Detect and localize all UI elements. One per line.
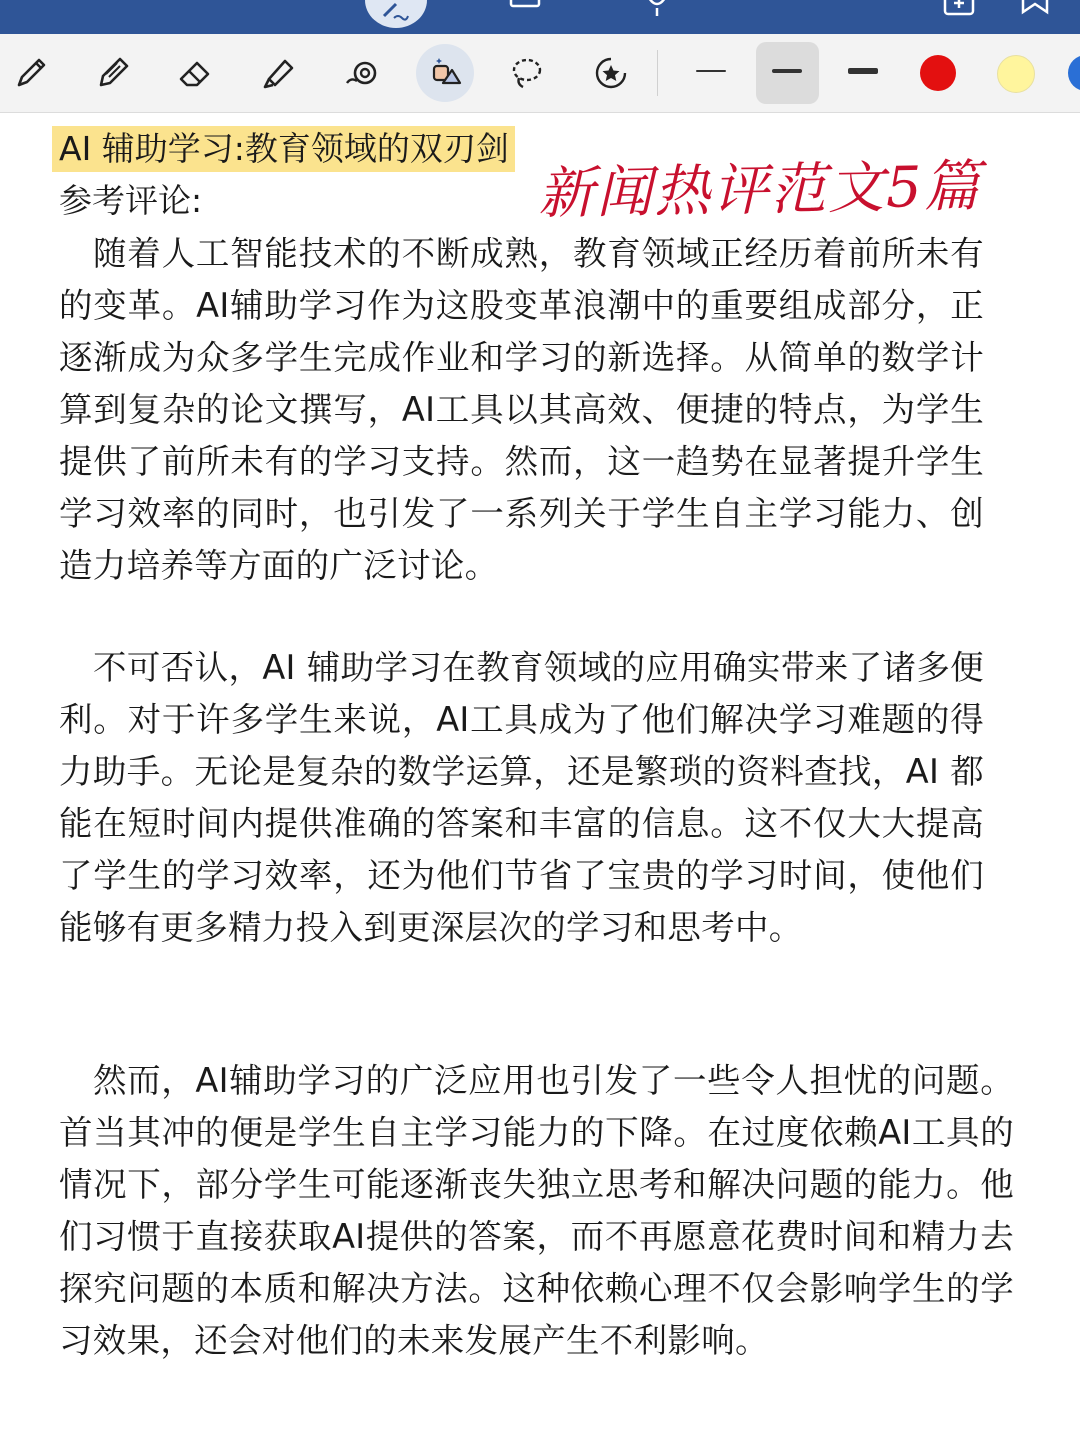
color-red-swatch[interactable] — [920, 55, 956, 91]
thin-line-icon — [696, 70, 726, 72]
highlighter-icon — [259, 53, 299, 93]
toolbar-separator — [657, 50, 658, 96]
medium-line-icon — [772, 69, 802, 73]
draw-icon — [378, 0, 412, 24]
add-page-icon[interactable] — [942, 0, 976, 24]
ink-to-shape-tool[interactable] — [416, 44, 474, 102]
pencil-icon — [93, 53, 133, 93]
subtitle-label: 参考评论: — [59, 181, 203, 220]
eraser-icon — [175, 53, 215, 93]
shape-tool[interactable] — [334, 46, 388, 100]
shape-recognizer-icon — [341, 53, 381, 93]
sticker-tool[interactable] — [584, 46, 638, 100]
color-yellow-swatch[interactable] — [997, 55, 1035, 93]
paragraph-2: 不可否认，AI 辅助学习在教育领域的应用确实带来了诸多便利。对于许多学生来说，AI工具成为了他们解决学习难题的得力助手。无论是复杂的数学运算，还是繁琐的资料查找，AI 都能在短时间内提供准确的答案和丰富的信息。这不仅大大提高了学生的学习效率，还为他们节省了宝贵的学习时间，使他们能够有更多精力投入到更深层次的学习和思考中。 — [59, 648, 984, 947]
pen-tool[interactable] — [4, 46, 58, 100]
drawing-toolbar — [0, 34, 1080, 113]
pencil-tool[interactable] — [86, 46, 140, 100]
thickness-thin[interactable] — [684, 46, 738, 100]
app-top-bar — [0, 0, 1080, 34]
highlighter-tool[interactable] — [252, 46, 306, 100]
document-page[interactable] — [0, 112, 1080, 1440]
lasso-tool[interactable] — [500, 46, 554, 100]
thickness-medium[interactable] — [756, 42, 819, 104]
paragraph-1: 随着人工智能技术的不断成熟，教育领域正经历着前所未有的变革。AI辅助学习作为这股变革浪潮中的重要组成部分，正逐渐成为众多学生完成作业和学习的新选择。从简单的数学计算到复杂的论文撰写，AI工具以其高效、便捷的特点，为学生提供了前所未有的学习支持。然而，这一趋势在显著提升学生学习效率的同时，也引发了一系列关于学生自主学习能力、创造力培养等方面的广泛讨论。 — [59, 234, 984, 585]
highlighted-title: AI 辅助学习:教育领域的双刃剑 — [52, 126, 515, 172]
ink-to-shape-icon — [425, 53, 465, 93]
paragraph-3: 然而，AI辅助学习的广泛应用也引发了一些令人担忧的问题。首当其冲的便是学生自主学习能力的下降。在过度依赖AI工具的情况下，部分学生可能逐渐丧失独立思考和解决问题的能力。他们习惯于直接获取AI提供的答案，而不再愿意花费时间和精力去探究问题的本质和解决方法。这种依赖心理不仅会影响学生的学习效果，还会对他们的未来发展产生不利影响。 — [59, 1061, 1014, 1360]
pen-icon — [11, 53, 51, 93]
handwritten-annotation: 新闻热评范文5篇 — [537, 154, 983, 227]
color-blue-swatch[interactable] — [1068, 55, 1080, 91]
eraser-tool[interactable] — [168, 46, 222, 100]
sticker-star-icon — [591, 53, 631, 93]
microphone-icon[interactable] — [640, 0, 674, 24]
lasso-icon — [507, 53, 547, 93]
document-icon[interactable] — [508, 0, 542, 24]
bookmark-icon[interactable] — [1018, 0, 1052, 24]
thick-line-icon — [848, 68, 878, 74]
